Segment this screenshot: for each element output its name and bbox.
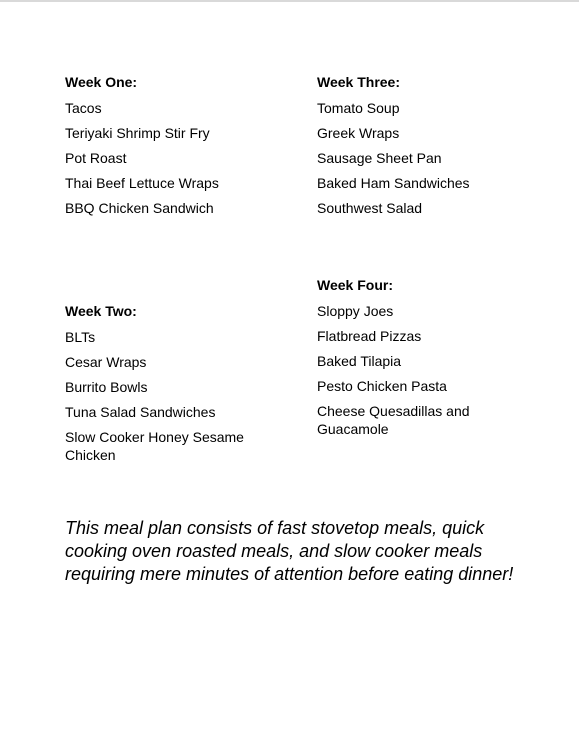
week-one-meal-list	[65, 99, 285, 217]
meal-item: Slow Cooker Honey Sesame Chicken	[65, 429, 244, 463]
week-three-section	[317, 73, 537, 224]
meal-item: Burrito Bowls	[65, 379, 148, 395]
meal-item: Pesto Chicken Pasta	[317, 378, 447, 394]
meal-item: Cheese Quesadillas and Guacamole	[317, 403, 470, 437]
meal-plan-description: This meal plan consists of fast stovetop meals, quick cooking oven roasted meals, and slow cooker meals requiring mere minutes of attention before eating dinner!	[65, 518, 514, 584]
week-two-section	[65, 302, 285, 471]
meal-item: Greek Wraps	[317, 125, 400, 141]
meal-item: Sausage Sheet Pan	[317, 150, 442, 166]
meal-item: BLTs	[65, 329, 96, 345]
meal-item: Baked Tilapia	[317, 353, 402, 369]
week-one-section	[65, 73, 285, 224]
meal-item: BBQ Chicken Sandwich	[65, 200, 214, 216]
page-top-border	[0, 0, 579, 2]
meal-item: Southwest Salad	[317, 200, 423, 216]
meal-item: Teriyaki Shrimp Stir Fry	[65, 125, 210, 141]
week-four-meal-list	[317, 302, 537, 438]
meal-item: Flatbread Pizzas	[317, 328, 422, 344]
meal-item: Pot Roast	[65, 150, 127, 166]
week-two-heading: Week Two:	[65, 303, 137, 319]
meal-item: Cesar Wraps	[65, 354, 147, 370]
week-four-heading: Week Four:	[317, 277, 393, 293]
meal-item: Tuna Salad Sandwiches	[65, 404, 216, 420]
meal-item: Baked Ham Sandwiches	[317, 175, 470, 191]
meal-item: Sloppy Joes	[317, 303, 394, 319]
week-three-meal-list	[317, 99, 537, 217]
meal-item: Thai Beef Lettuce Wraps	[65, 175, 219, 191]
week-one-heading: Week One:	[65, 74, 138, 90]
meal-item: Tacos	[65, 100, 102, 116]
meal-item: Tomato Soup	[317, 100, 400, 116]
week-four-section	[317, 276, 537, 445]
week-three-heading: Week Three:	[317, 74, 400, 90]
week-two-meal-list	[65, 328, 285, 464]
